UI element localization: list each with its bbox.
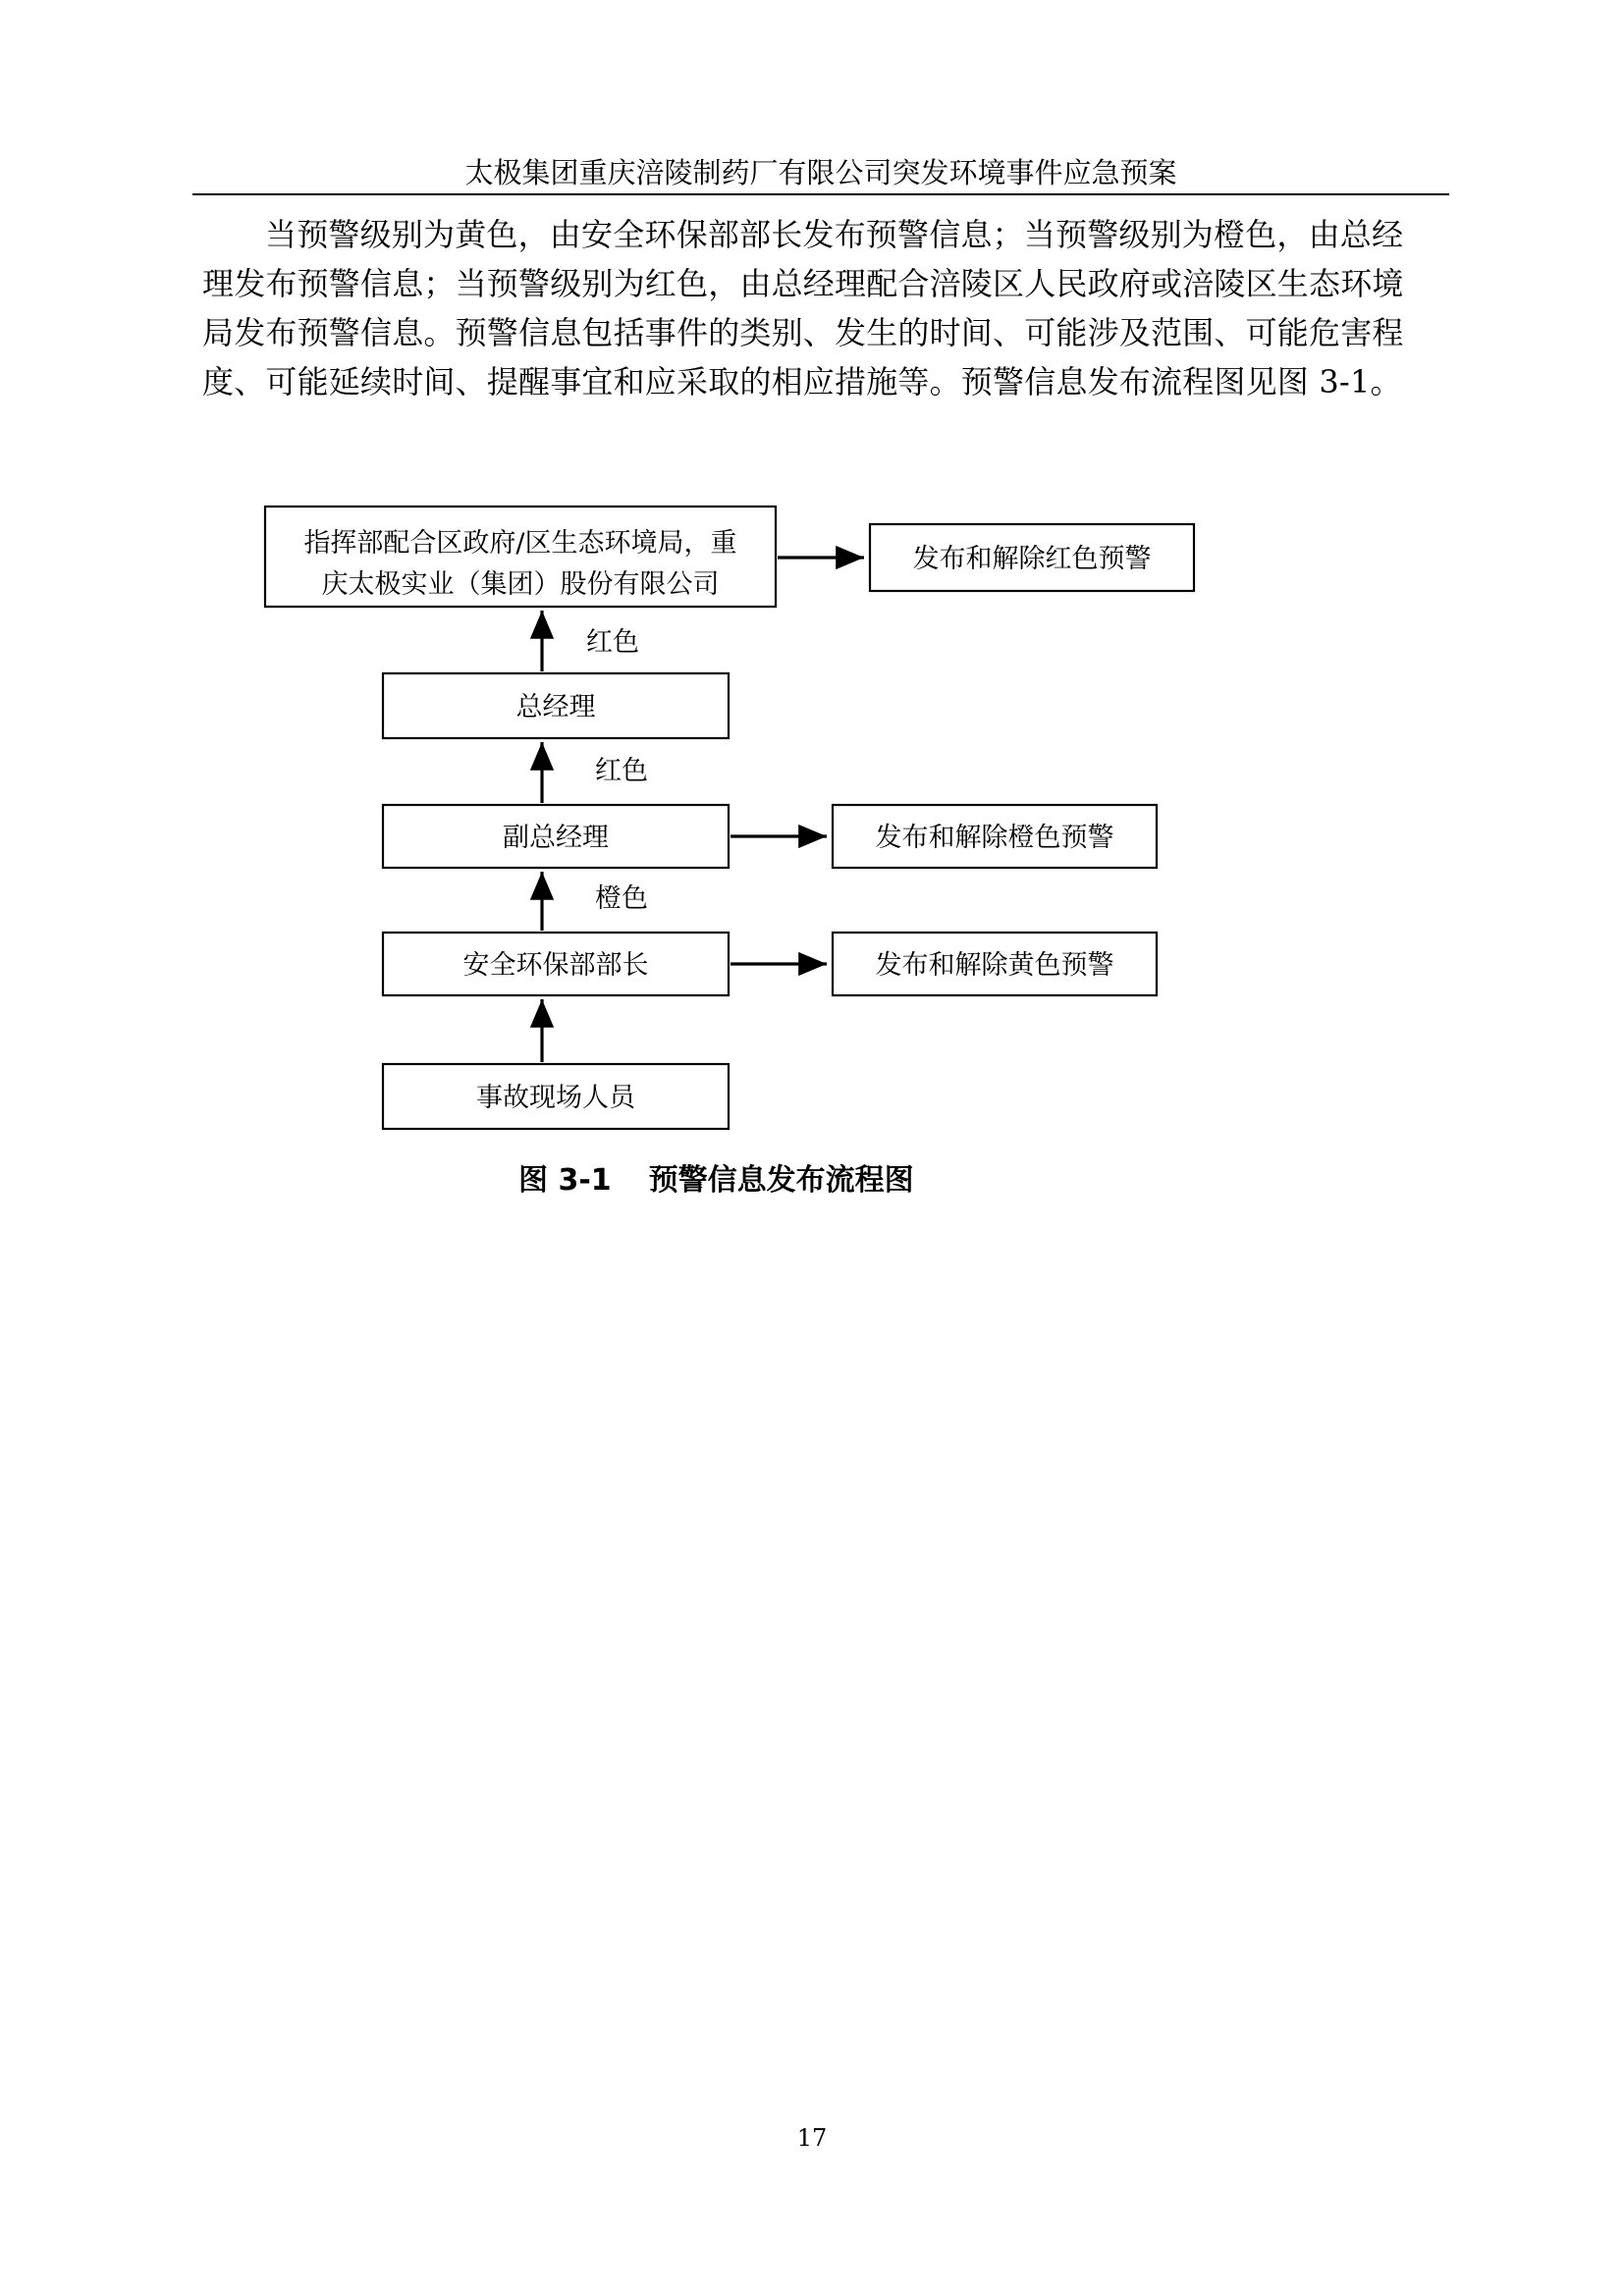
flow-node-onsite-staff	[383, 1064, 729, 1129]
page-number: 17	[796, 2124, 828, 2152]
flow-node-deputy-gm	[383, 805, 729, 868]
node-label: 发布和解除橙色预警	[875, 823, 1114, 853]
node-label: 安全环保部部长	[462, 950, 649, 981]
flow-node-general-manager	[383, 673, 729, 738]
paragraph-line: 理发布预警信息；当预警级别为红色，由总经理配合涪陵区人民政府或涪陵区生态环境	[202, 265, 1404, 302]
figure-number: 图 3-1	[518, 1163, 612, 1198]
node-label: 副总经理	[503, 823, 609, 853]
figure-title: 预警信息发布流程图	[648, 1163, 914, 1198]
flow-node-safety-head	[383, 933, 729, 995]
edge-label: 红色	[586, 627, 639, 658]
node-label: 事故现场人员	[476, 1083, 635, 1113]
edge-label: 红色	[595, 756, 648, 786]
edge-label: 橙色	[595, 883, 648, 914]
flow-node-release-yellow	[833, 933, 1157, 995]
paragraph-line: 当预警级别为黄色，由安全环保部部长发布预警信息；当预警级别为橙色，由总经	[265, 216, 1404, 253]
flow-node-release-red	[870, 524, 1194, 591]
flow-node-command	[265, 507, 776, 607]
flow-node-release-orange	[833, 805, 1157, 868]
node-label: 总经理	[515, 692, 596, 722]
figure-caption	[518, 1161, 914, 1201]
node-label-line: 庆太极实业（集团）股份有限公司	[321, 569, 720, 600]
node-label-line: 指挥部配合区政府/区生态环境局，重	[303, 528, 737, 559]
node-label: 发布和解除红色预警	[912, 544, 1152, 574]
node-label: 发布和解除黄色预警	[875, 950, 1114, 981]
paragraph-line: 度、可能延续时间、提醒事宜和应采取的相应措施等。预警信息发布流程图见图 3-1。	[202, 363, 1402, 400]
paragraph-line: 局发布预警信息。预警信息包括事件的类别、发生的时间、可能涉及范围、可能危害程	[202, 314, 1404, 351]
document-header: 太极集团重庆涪陵制药厂有限公司突发环境事件应急预案	[464, 156, 1177, 189]
